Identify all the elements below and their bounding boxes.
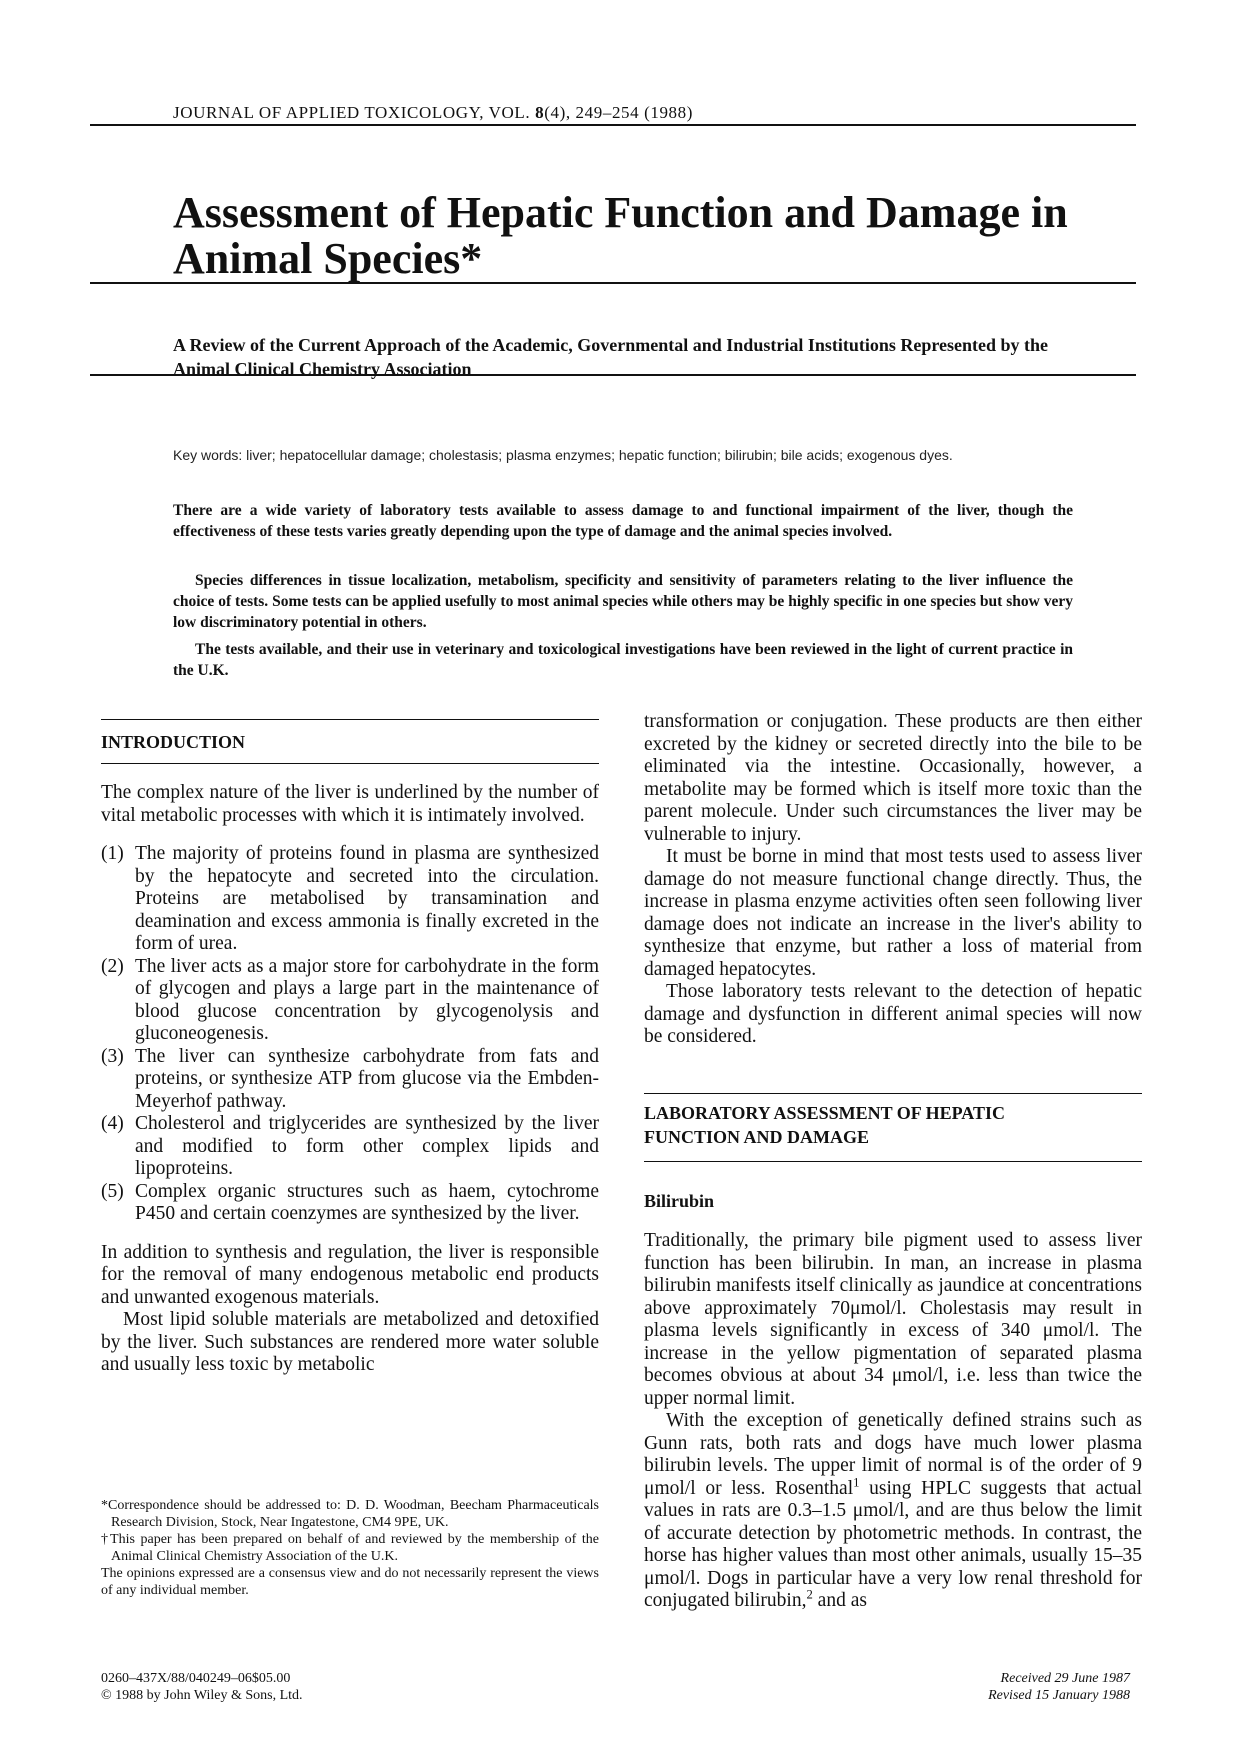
section-heading: LABORATORY ASSESSMENT OF HEPATIC FUNCTION AND DAMAGE xyxy=(644,1103,1005,1147)
body-paragraph: With the exception of genetically defined strains such as Gunn rats, both rats and dogs have much lower plasma bilirubin levels. The upper limit of normal is of the order of 9 μmol/l or less. Rosenthal$^1$ using HPLC suggests that actual values in rats are 0.3–1.5 μmol/l, and are thus below the limit of accurate detection by photometric methods. In contrast, the horse has higher values than most other animals, usually 15–35 μmol/l. Dogs in particular have a very low renal threshold for conjugated bilirubin,$^2$ and as xyxy=(644,1410,1142,1611)
footnote: *Correspondence should be addressed to: D. D. Woodman, Beecham Pharmaceuticals Research Division, Stock, Near Ingatestone, CM4 9PE, UK. xyxy=(101,1498,599,1530)
footnotes xyxy=(101,1497,599,1599)
introduction-rule-bottom xyxy=(101,763,599,764)
subtitle-rule xyxy=(90,374,1136,376)
received-date: Received 29 June 1987 xyxy=(1000,1671,1130,1686)
header-rule xyxy=(90,124,1136,126)
keywords: Key words: liver; hepatocellular damage; cholestasis; plasma enzymes; hepatic function; bilirubin; bile acids; exogenous dyes. xyxy=(173,447,953,463)
introduction-heading: INTRODUCTION xyxy=(101,732,246,752)
abstract-paragraph: Species differences in tissue localization, metabolism, specificity and sensitivity of parameters relating to the liver influence the choice of tests. Some tests can be applied usefully to most animal species while others may be highly specific in one species but show very low discriminatory potential in others. xyxy=(173,572,1073,631)
bilirubin-text xyxy=(644,1230,1142,1613)
list-item: (3) The liver can synthesize carbohydrate from fats and proteins, or synthesize ATP from glucose via the Embden-Meyerhof pathway. xyxy=(101,1045,599,1112)
function-list xyxy=(101,843,599,1226)
introduction-text xyxy=(101,782,599,1377)
received-dates xyxy=(880,1670,1130,1704)
article-title: Assessment of Hepatic Function and Damage in Animal Species* xyxy=(173,188,1068,283)
right-column-text xyxy=(644,711,1142,1049)
list-item: (2) The liver acts as a major store for carbohydrate in the form of glycogen and plays a large part in the maintenance of blood glucose concentration by glycogenolysis and gluconeogenesis. xyxy=(101,955,599,1044)
section-rule-top xyxy=(644,1093,1142,1094)
reference-marker: 1 xyxy=(853,1475,860,1489)
revised-date: Revised 15 January 1988 xyxy=(988,1688,1130,1703)
body-paragraph: transformation or conjugation. These products are then either excreted by the kidney or secreted directly into the bile to be eliminated via the intestine. Occasionally, however, a metabolite may be formed which is itself more toxic than the parent molecule. Under such circumstances the liver may be vulnerable to injury. xyxy=(644,711,1142,845)
reference-marker: 2 xyxy=(806,1587,813,1602)
title-rule xyxy=(90,282,1136,284)
issn-code: 0260–437X/88/040249–06$05.00 xyxy=(101,1671,291,1686)
article-subtitle: A Review of the Current Approach of the Academic, Governmental and Industrial Institutions Represented by the Animal Clinical Chemistry Association xyxy=(173,335,1049,379)
introduction-paragraph: The complex nature of the liver is underlined by the number of vital metabolic processes with which it is intimately involved. xyxy=(101,782,599,826)
abstract-paragraph: There are a wide variety of laboratory tests available to assess damage to and functional impairment of the liver, though the effectiveness of these tests varies greatly depending upon the type of damage and the animal species involved. xyxy=(173,502,1073,540)
copyright-notice: © 1988 by John Wiley & Sons, Ltd. xyxy=(101,1688,303,1703)
section-rule-bottom xyxy=(644,1161,1142,1162)
publication-info xyxy=(101,1670,303,1704)
list-item: (4) Cholesterol and triglycerides are synthesized by the liver and modified to form other complex lipids and lipoproteins. xyxy=(101,1113,599,1179)
footnote: The opinions expressed are a consensus view and do not necessarily represent the views of any individual member. xyxy=(101,1566,599,1598)
abstract-paragraph: The tests available, and their use in veterinary and toxicological investigations have been reviewed in the light of current practice in the U.K. xyxy=(173,641,1073,679)
list-item: (1) The majority of proteins found in plasma are synthesized by the hepatocyte and secreted into the circulation. Proteins are metabolised by transamination and deamination and excess ammonia is finally excreted in the form of urea. xyxy=(101,843,599,954)
body-paragraph: Traditionally, the primary bile pigment used to assess liver function has been bilirubin. In man, an increase in plasma bilirubin manifests itself clinically as jaundice at concentrations above approximately 70μmol/l. Cholestasis may result in plasma levels significantly in excess of 340 μmol/l. The increase in the yellow pigmentation of separated plasma becomes obvious at about 34 μmol/l, i.e. less than twice the upper normal limit. xyxy=(644,1230,1142,1409)
body-paragraph: Those laboratory tests relevant to the detection of hepatic damage and dysfunction in different animal species will now be considered. xyxy=(644,981,1142,1047)
footnote: †This paper has been prepared on behalf of and reviewed by the membership of the Animal Clinical Chemistry Association of the U.K. xyxy=(101,1532,599,1564)
body-paragraph: It must be borne in mind that most tests used to assess liver damage do not measure functional change directly. Thus, the increase in plasma enzyme activities often seen following liver damage does not indicate an increase in the liver's ability to synthesize that enzyme, but rather a loss of material from damaged hepatocytes. xyxy=(644,846,1142,980)
journal-citation: JOURNAL OF APPLIED TOXICOLOGY, VOL. 8(4), 249–254 (1988) xyxy=(173,103,694,122)
list-item: (5) Complex organic structures such as haem, cytochrome P450 and certain coenzymes are synthesized by the liver. xyxy=(101,1180,599,1224)
introduction-paragraph: In addition to synthesis and regulation, the liver is responsible for the removal of many endogenous metabolic end products and unwanted exogenous materials. xyxy=(101,1241,599,1308)
subsection-heading: Bilirubin xyxy=(644,1191,715,1211)
introduction-rule-top xyxy=(101,719,599,720)
introduction-paragraph: Most lipid soluble materials are metabolized and detoxified by the liver. Such substances are rendered more water soluble and usually less toxic by metabolic xyxy=(101,1309,599,1375)
